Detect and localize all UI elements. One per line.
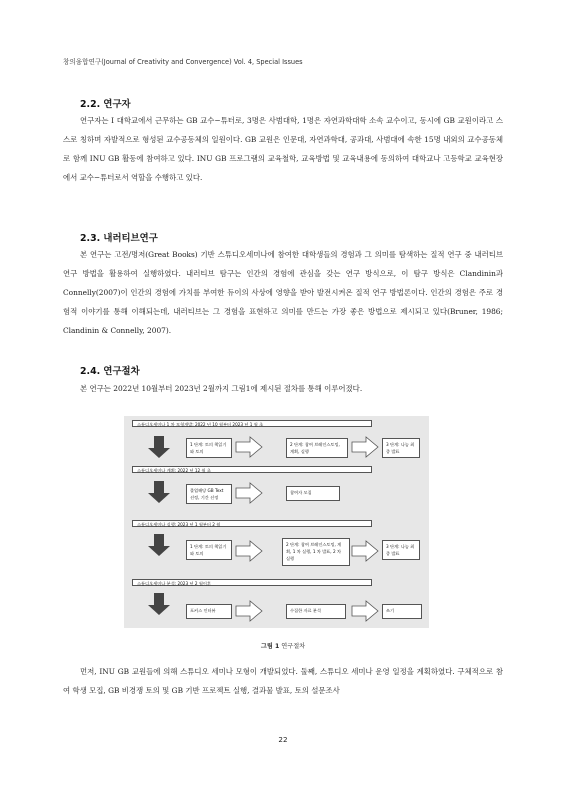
- step-box: 2 단계: 참여 브레인스토밍, 계획, 실행: [286, 438, 348, 458]
- step-box: 2 단계: 참여 브레인스토밍, 계획, 1 차 실행, 1 차 발표, 2 차 실행: [282, 538, 350, 566]
- section-text-procedure: 본 연구는 2022년 10월부터 2023년 2월까지 그림1에 제시된 절차를 통해 이루어졌다.: [80, 384, 363, 393]
- section-text-narrative: 본 연구는 고전/명저(Great Books) 기반 스튜디오세미나에 참여한 대학생들의 경험과 그 의미를 탐색하는 질적 연구 중 내러티브 연구 방법을 활용하여 실행하였다. 내러티브 탐구는 인간의 경험에 관심을 갖는 연구 방식으로, 이 탐구 방식은 Clandinin과 Connelly(2007)이 인간의 경험에 가치를 부여한 듀이의 사상에 영향을 받아 발전시켜온 질적 연구 방법론이다. 인간의 경험은 주로 경험적 이야기를 통해 이해되는데, 내러티브는 그 경험을 표현하고 의미를 만드는 가장 좋은 방법으로 제시되고 있다(Bruner, 1986; Clandinin & Connelly, 2007).: [63, 250, 503, 335]
- down-arrow-icon: [148, 481, 170, 503]
- section-text-researchers: 연구자는 I 대학교에서 근무하는 GB 교수−튜터로, 3명은 사범대학, 1명은 자연과학대학 소속 교수이고, 동시에 GB 교원이라고 스스로 칭하며 자발적으로 형성된 교수공동체의 일원이다. GB 교원은 인문대, 자연과학대, 공과대, 사범대에 속한 15명 내외의 교수공동체로 함께 INU GB 활동에 참여하고 있다. INU GB 프로그램의 교육철학, 교육방법 및 교육내용에 동의하여 대학교나 고등학교 교육현장에서 교수−튜터로서 역할을 수행하고 있다.: [63, 116, 503, 182]
- phase-bar-execution: 스튜디오세미나 실행: 2023 년 1 월부터 2 월: [132, 520, 372, 527]
- step-box: 3 단계: 나눔 최종 발표: [382, 540, 420, 560]
- right-arrow-icon: [352, 437, 378, 457]
- step-box: 쓰기: [382, 604, 422, 619]
- step-box: 1 단계: 토의 책읽기와 토의: [186, 540, 232, 560]
- phase-bar-analysis: 스튜디오세미나 분석: 2023 년 2 월이후: [132, 579, 372, 586]
- figure-caption-label: 그림 1: [260, 643, 280, 650]
- step-box: 참여자 모집: [286, 486, 340, 501]
- phase-bar-planning: 스튜디오세미나 계획: 2022 년 12 월 초: [132, 466, 372, 473]
- right-arrow-icon: [236, 541, 262, 561]
- down-arrow-icon: [148, 534, 170, 556]
- phase-bar-model-development: 스튜디오세미나 1 차 모형개발: 2022 년 10 월부터 2023 년 1 월 초: [132, 420, 372, 427]
- page-number: 22: [278, 735, 288, 744]
- right-arrow-icon: [352, 601, 378, 621]
- step-box: 포커스 인터뷰: [186, 604, 232, 619]
- closing-paragraph: 먼저, INU GB 교원들에 의해 스튜디오 세미나 모형이 개발되었다. 둘째, 스튜디오 세미나 운영 일정을 계획하였다. 구체적으로 참여 학생 모집, GB 비경쟁 토의 및 GB 기반 프로젝트 실행, 결과물 발표, 토의 설문조사: [63, 667, 503, 695]
- step-box: 1 단계: 토의 책읽기와 토의: [186, 438, 232, 458]
- right-arrow-icon: [236, 483, 262, 503]
- right-arrow-icon: [236, 601, 262, 621]
- section-title-narrative: 2.3. 내러티브연구: [80, 233, 158, 244]
- section-title-researchers: 2.2. 연구자: [80, 99, 131, 110]
- step-box: 수집한 자료 분석: [286, 604, 346, 619]
- down-arrow-icon: [148, 593, 170, 615]
- running-header: 창의융합연구(Journal of Creativity and Convergence) Vol. 4, Special Issues: [63, 58, 303, 66]
- step-box: 3 단계: 나눔 최종 발표: [382, 438, 420, 458]
- right-arrow-icon: [236, 437, 262, 457]
- right-arrow-icon: [352, 541, 378, 561]
- research-procedure-figure: [124, 416, 429, 628]
- step-box: 졸업해당 GB Text 선정, 기간 선정: [186, 484, 232, 504]
- figure-caption: [0, 641, 566, 650]
- down-arrow-icon: [148, 436, 170, 458]
- figure-caption-text: 연구절차: [281, 643, 306, 650]
- section-title-procedure: 2.4. 연구절차: [80, 366, 140, 377]
